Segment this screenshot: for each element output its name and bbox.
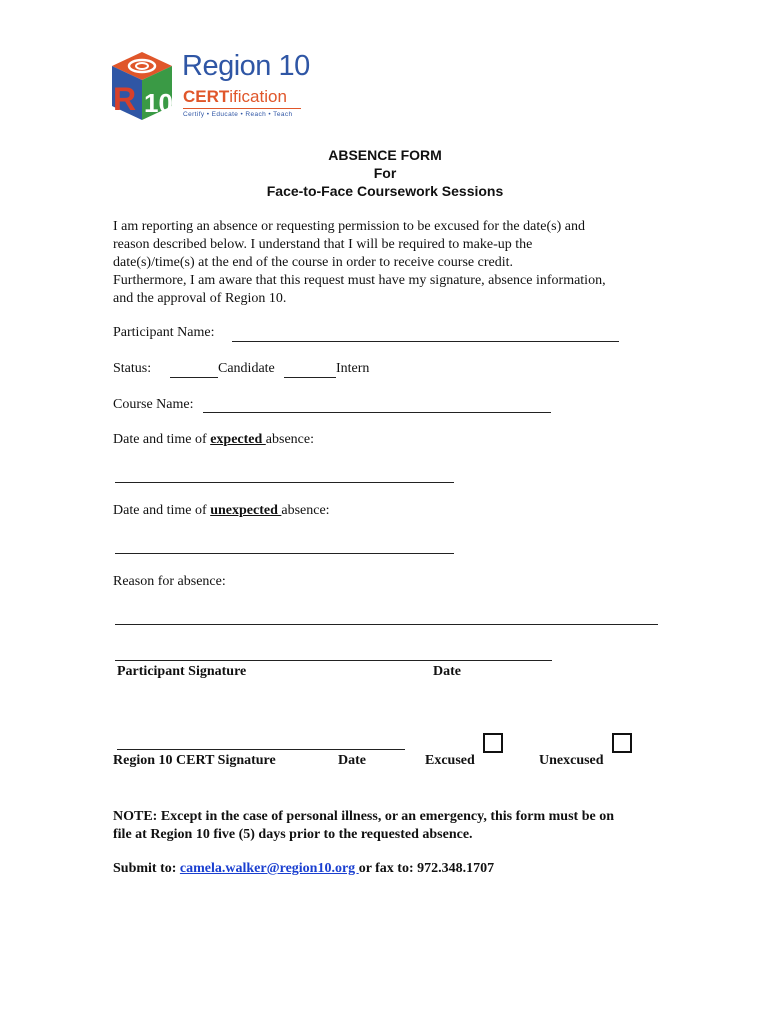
- logo-cert: [183, 87, 287, 107]
- intro-line: reason described below. I understand that I will be required to make-up the: [113, 237, 533, 252]
- form-title: ABSENCE FORM: [328, 147, 442, 163]
- logo: [106, 46, 316, 126]
- logo-cert-bold: CERT: [183, 87, 230, 106]
- svg-text:10: 10: [144, 88, 173, 118]
- email-link[interactable]: camela.walker@region10.org: [179, 861, 359, 876]
- intern-label: Intern: [336, 361, 370, 376]
- cert-signature-label: Region 10 CERT Signature: [113, 753, 276, 768]
- reason-line[interactable]: [115, 624, 658, 625]
- logo-underline: [183, 108, 301, 109]
- intro-paragraph: [113, 218, 673, 308]
- submit-fax: or fax to: 972.348.1707: [358, 861, 495, 876]
- reason-label: Reason for absence:: [113, 574, 226, 589]
- unexpected-prefix: Date and time of: [113, 503, 211, 518]
- expected-absence-label: [113, 432, 314, 448]
- note-line: file at Region 10 five (5) days prior to the requested absence.: [113, 827, 473, 842]
- cert-signature-line[interactable]: [117, 749, 405, 750]
- unexcused-checkbox[interactable]: [612, 733, 632, 753]
- unexcused-label: Unexcused: [539, 753, 604, 768]
- unexpected-absence-line[interactable]: [115, 553, 454, 554]
- submit-text: [113, 861, 494, 877]
- excused-checkbox[interactable]: [483, 733, 503, 753]
- unexpected-word: unexpected: [210, 503, 282, 518]
- participant-signature-label: Participant Signature: [117, 664, 247, 679]
- logo-cert-rest: ification: [229, 87, 287, 106]
- status-label: Status:: [113, 361, 152, 376]
- logo-title: Region 10: [182, 50, 310, 82]
- course-name-line[interactable]: [203, 412, 551, 413]
- participant-date-label: Date: [433, 664, 461, 679]
- participant-signature-line[interactable]: [115, 660, 552, 661]
- svg-text:R: R: [113, 81, 137, 117]
- participant-name-line[interactable]: [232, 341, 619, 342]
- unexpected-suffix: absence:: [281, 503, 330, 518]
- expected-word: expected: [210, 432, 266, 447]
- expected-prefix: Date and time of: [113, 432, 211, 447]
- intro-line: date(s)/time(s) at the end of the course in order to receive course credit.: [113, 255, 513, 270]
- expected-suffix: absence:: [265, 432, 314, 447]
- logo-cube-icon: [106, 48, 178, 124]
- candidate-blank[interactable]: [170, 377, 218, 378]
- form-subtitle: Face-to-Face Coursework Sessions: [266, 183, 504, 199]
- cert-date-label: Date: [338, 753, 366, 768]
- submit-prefix: Submit to:: [113, 861, 180, 876]
- intern-blank[interactable]: [284, 377, 336, 378]
- candidate-label: Candidate: [218, 361, 275, 376]
- participant-name-label: Participant Name:: [113, 325, 215, 340]
- note-line: NOTE: Except in the case of personal illness, or an emergency, this form must be on: [113, 809, 614, 824]
- logo-tagline: Certify • Educate • Reach • Teach: [183, 111, 293, 118]
- excused-label: Excused: [425, 753, 475, 768]
- intro-line: and the approval of Region 10.: [113, 291, 287, 306]
- unexpected-absence-label: [113, 503, 330, 519]
- expected-absence-line[interactable]: [115, 482, 454, 483]
- intro-line: I am reporting an absence or requesting permission to be excused for the date(s) and: [113, 219, 585, 234]
- form-title-for: For: [373, 165, 397, 181]
- course-name-label: Course Name:: [113, 397, 194, 412]
- intro-line: Furthermore, I am aware that this request must have my signature, absence information,: [113, 273, 606, 288]
- note-text: [113, 808, 683, 844]
